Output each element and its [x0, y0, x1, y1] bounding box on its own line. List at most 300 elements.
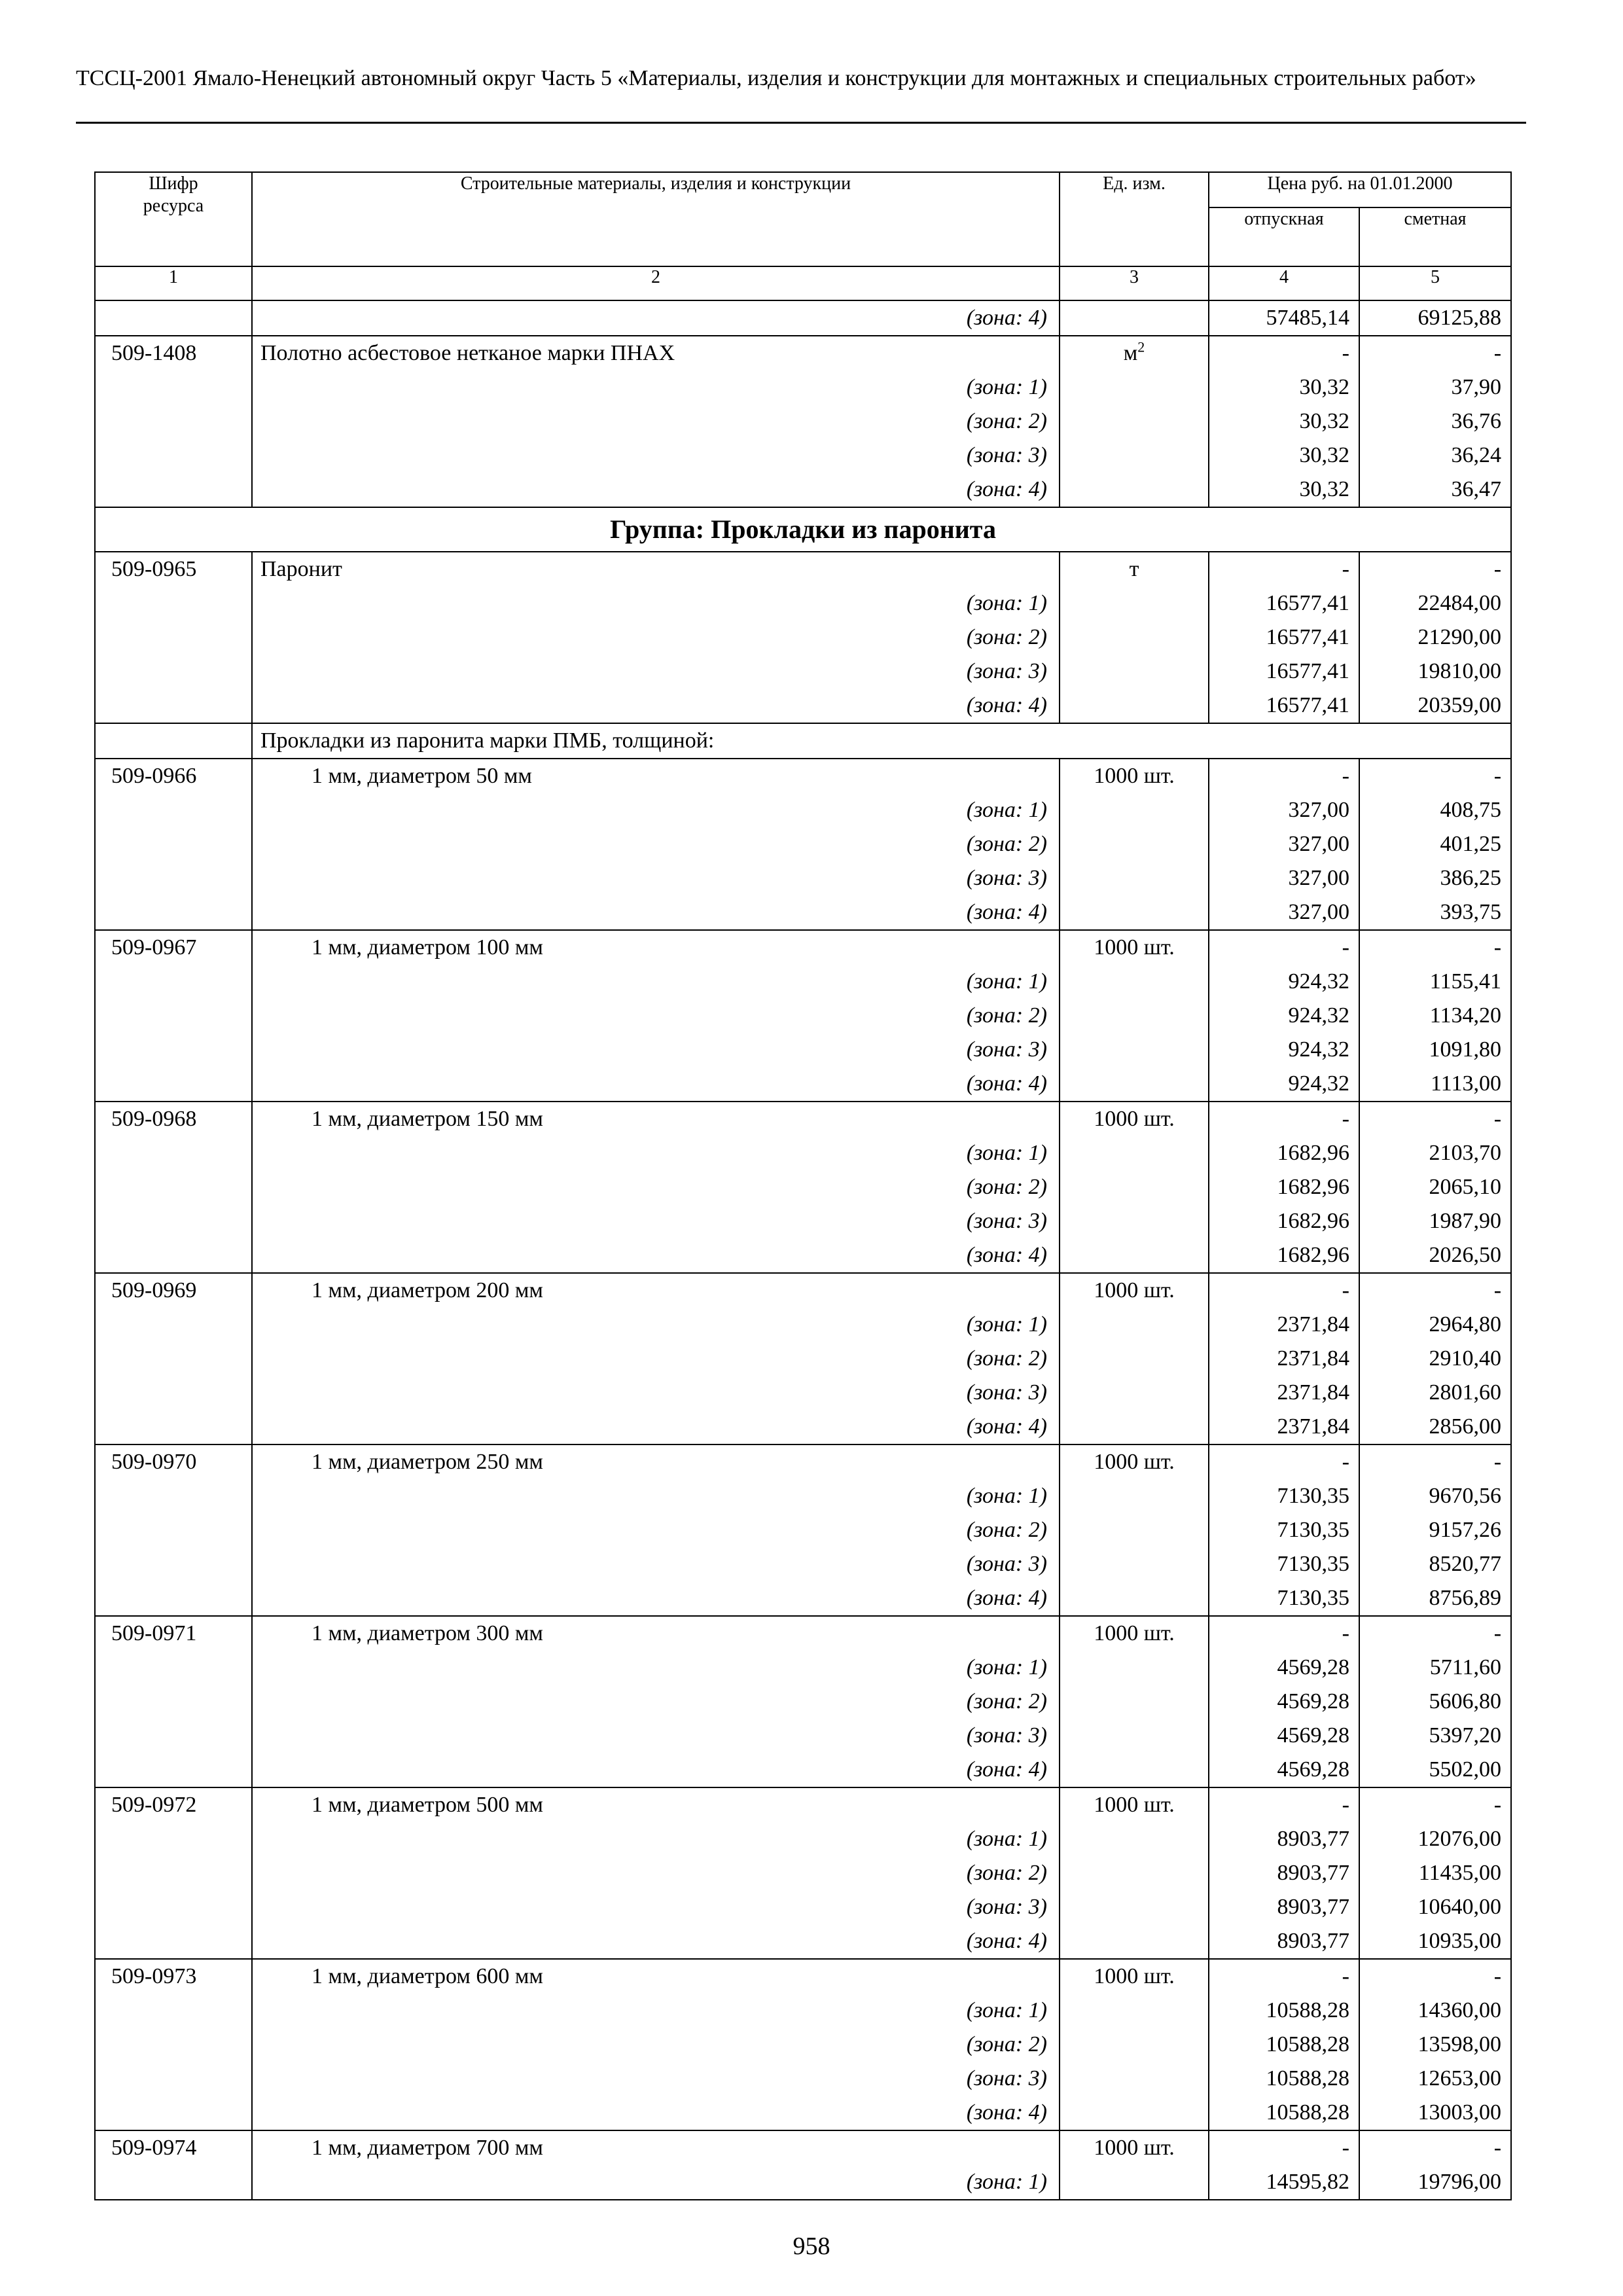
zone-label: (зона: 4) [252, 1753, 1060, 1787]
resource-name: 1 мм, диаметром 150 мм [252, 1102, 1060, 1136]
document-title: ТССЦ-2001 Ямало-Ненецкий автономный округ Часть 5 «Материалы, изделия и конструкции для монтажных и специальных строительных работ» [76, 66, 1476, 90]
zone-label: (зона: 2) [252, 827, 1060, 861]
zone-label: (зона: 4) [252, 1410, 1060, 1444]
unit-text: 1000 шт. [1094, 1450, 1175, 1474]
unit [1060, 1719, 1209, 1753]
zone-label: (зона: 3) [252, 439, 1060, 473]
estimate-price: 69125,88 [1359, 300, 1511, 336]
resource-name: 1 мм, диаметром 50 мм [252, 759, 1060, 793]
estimate-price: 14360,00 [1359, 1994, 1511, 2028]
table-header-row [95, 172, 1511, 207]
unit [1060, 1822, 1209, 1856]
resource-row [95, 930, 1511, 965]
zone-row [95, 1479, 1511, 1513]
zone-label: (зона: 1) [252, 1822, 1060, 1856]
release-price: 4569,28 [1209, 1753, 1359, 1787]
resource-code [95, 655, 252, 689]
resource-code: 509-0966 [95, 759, 252, 793]
estimate-price: 2103,70 [1359, 1136, 1511, 1170]
resource-code [95, 965, 252, 999]
release-price: 16577,41 [1209, 586, 1359, 620]
header-price: Цена руб. на 01.01.2000 [1209, 172, 1511, 207]
column-number: 1 [95, 266, 252, 300]
unit [1060, 1342, 1209, 1376]
release-price: 924,32 [1209, 999, 1359, 1033]
estimate-price: 408,75 [1359, 793, 1511, 827]
release-price: 7130,35 [1209, 1479, 1359, 1513]
resource-name: 1 мм, диаметром 100 мм [252, 930, 1060, 965]
release-price: 4569,28 [1209, 1719, 1359, 1753]
unit [1060, 1033, 1209, 1067]
unit [1060, 2096, 1209, 2130]
group-title: Группа: Прокладки из паронита [95, 507, 1511, 552]
zone-row [95, 793, 1511, 827]
unit [1060, 1238, 1209, 1273]
resource-code [95, 1238, 252, 1273]
unit [1060, 1273, 1209, 1308]
release-price: 8903,77 [1209, 1856, 1359, 1890]
zone-label: (зона: 3) [252, 2062, 1060, 2096]
zone-label: (зона: 2) [252, 1342, 1060, 1376]
unit [1060, 2028, 1209, 2062]
resource-code [95, 2028, 252, 2062]
zone-label: (зона: 1) [252, 1994, 1060, 2028]
release-price: 8903,77 [1209, 1822, 1359, 1856]
release-price: 10588,28 [1209, 2062, 1359, 2096]
resource-code: 509-0968 [95, 1102, 252, 1136]
resource-row [95, 1444, 1511, 1479]
estimate-price: 8756,89 [1359, 1581, 1511, 1616]
resource-code: 509-0970 [95, 1444, 252, 1479]
zone-label: (зона: 1) [252, 965, 1060, 999]
estimate-price: 2910,40 [1359, 1342, 1511, 1376]
zone-label: (зона: 2) [252, 620, 1060, 655]
estimate-price: - [1359, 336, 1511, 370]
unit [1060, 1685, 1209, 1719]
release-price: - [1209, 1273, 1359, 1308]
zone-label: (зона: 3) [252, 861, 1060, 895]
zone-row [95, 404, 1511, 439]
resource-code [95, 1308, 252, 1342]
page-number: 958 [793, 2233, 830, 2260]
release-price: - [1209, 552, 1359, 586]
resource-code [95, 2165, 252, 2200]
release-price: 2371,84 [1209, 1410, 1359, 1444]
unit [1060, 793, 1209, 827]
header-estimate-price: сметная [1359, 207, 1511, 266]
unit-text: м [1123, 341, 1138, 365]
release-price: 924,32 [1209, 965, 1359, 999]
zone-label: (зона: 4) [252, 2096, 1060, 2130]
zone-row [95, 827, 1511, 861]
resource-code [95, 1136, 252, 1170]
zone-row [95, 1376, 1511, 1410]
unit-text: 1000 шт. [1094, 1621, 1175, 1645]
release-price: 1682,96 [1209, 1170, 1359, 1204]
estimate-price: 401,25 [1359, 827, 1511, 861]
zone-row [95, 2096, 1511, 2130]
unit [1060, 2165, 1209, 2200]
release-price: 4569,28 [1209, 1685, 1359, 1719]
estimate-price: 10640,00 [1359, 1890, 1511, 1924]
zone-row [95, 861, 1511, 895]
zone-label: (зона: 1) [252, 586, 1060, 620]
resource-name: Полотно асбестовое нетканое марки ПНАХ [252, 336, 1060, 370]
resource-name: 1 мм, диаметром 700 мм [252, 2130, 1060, 2165]
release-price: 10588,28 [1209, 2096, 1359, 2130]
column-number: 2 [252, 266, 1060, 300]
resource-row [95, 1273, 1511, 1308]
unit [1060, 439, 1209, 473]
estimate-price: 36,47 [1359, 473, 1511, 507]
estimate-price: 1155,41 [1359, 965, 1511, 999]
estimate-price: 19796,00 [1359, 2165, 1511, 2200]
zone-row [95, 370, 1511, 404]
unit [1060, 1170, 1209, 1204]
zone-label: (зона: 3) [252, 1204, 1060, 1238]
release-price: - [1209, 1616, 1359, 1651]
zone-row [95, 620, 1511, 655]
header-release-price: отпускная [1209, 207, 1359, 266]
resource-code [95, 689, 252, 723]
zone-label: (зона: 3) [252, 1376, 1060, 1410]
header-code: Шифр ресурса [95, 172, 252, 266]
resource-code [95, 439, 252, 473]
unit [1060, 2062, 1209, 2096]
release-price: 327,00 [1209, 793, 1359, 827]
unit [1060, 1616, 1209, 1651]
zone-row [95, 439, 1511, 473]
zone-row [95, 473, 1511, 507]
release-price: - [1209, 2130, 1359, 2165]
zone-row [95, 1651, 1511, 1685]
zone-row [95, 1238, 1511, 1273]
estimate-price: 2964,80 [1359, 1308, 1511, 1342]
estimate-price: - [1359, 930, 1511, 965]
resource-row [95, 2130, 1511, 2165]
column-number-row [95, 266, 1511, 300]
estimate-price: 21290,00 [1359, 620, 1511, 655]
resource-name: 1 мм, диаметром 200 мм [252, 1273, 1060, 1308]
zone-row [95, 1581, 1511, 1616]
zone-label: (зона: 4) [252, 300, 1060, 336]
zone-label: (зона: 2) [252, 1685, 1060, 1719]
estimate-price: 13598,00 [1359, 2028, 1511, 2062]
resource-code: 509-0969 [95, 1273, 252, 1308]
unit [1060, 1410, 1209, 1444]
release-price: 2371,84 [1209, 1342, 1359, 1376]
zone-row [95, 895, 1511, 930]
unit [1060, 759, 1209, 793]
estimate-price: 36,24 [1359, 439, 1511, 473]
zone-row [95, 1685, 1511, 1719]
resource-row [95, 1102, 1511, 1136]
resource-code [95, 1753, 252, 1787]
release-price: 14595,82 [1209, 2165, 1359, 2200]
unit [1060, 1753, 1209, 1787]
estimate-price: 2801,60 [1359, 1376, 1511, 1410]
unit [1060, 1513, 1209, 1547]
unit [1060, 827, 1209, 861]
release-price: 2371,84 [1209, 1308, 1359, 1342]
zone-label: (зона: 4) [252, 689, 1060, 723]
unit [1060, 1856, 1209, 1890]
estimate-price: 10935,00 [1359, 1924, 1511, 1959]
resource-code: 509-0965 [95, 552, 252, 586]
unit [1060, 1204, 1209, 1238]
release-price: 327,00 [1209, 861, 1359, 895]
unit [1060, 1067, 1209, 1102]
release-price: - [1209, 759, 1359, 793]
zone-row [95, 1547, 1511, 1581]
estimate-price: 22484,00 [1359, 586, 1511, 620]
zone-row [95, 1924, 1511, 1959]
price-table [94, 171, 1512, 2200]
release-price: - [1209, 336, 1359, 370]
resource-code [95, 1067, 252, 1102]
release-price: 924,32 [1209, 1033, 1359, 1067]
unit-text: т [1129, 557, 1139, 581]
resource-code: 509-1408 [95, 336, 252, 370]
zone-row [95, 999, 1511, 1033]
resource-code [95, 723, 252, 759]
zone-label: (зона: 2) [252, 999, 1060, 1033]
resource-code [95, 370, 252, 404]
resource-code [95, 586, 252, 620]
release-price: 16577,41 [1209, 655, 1359, 689]
release-price: - [1209, 930, 1359, 965]
release-price: 2371,84 [1209, 1376, 1359, 1410]
release-price: 10588,28 [1209, 2028, 1359, 2062]
header-unit: Ед. изм. [1060, 172, 1209, 266]
column-number: 3 [1060, 266, 1209, 300]
release-price: - [1209, 1102, 1359, 1136]
resource-row [95, 336, 1511, 370]
unit-text: 1000 шт. [1094, 935, 1175, 960]
estimate-price: - [1359, 1959, 1511, 1994]
zone-label: (зона: 1) [252, 1308, 1060, 1342]
unit [1060, 300, 1209, 336]
resource-code [95, 1651, 252, 1685]
resource-code [95, 1376, 252, 1410]
estimate-price: - [1359, 759, 1511, 793]
release-price: 16577,41 [1209, 689, 1359, 723]
estimate-price: 12076,00 [1359, 1822, 1511, 1856]
zone-label: (зона: 1) [252, 2165, 1060, 2200]
release-price: - [1209, 1787, 1359, 1822]
unit [1060, 965, 1209, 999]
estimate-price: 5502,00 [1359, 1753, 1511, 1787]
column-number: 4 [1209, 266, 1359, 300]
release-price: - [1209, 1444, 1359, 1479]
unit-superscript: 2 [1137, 338, 1145, 355]
resource-code [95, 2096, 252, 2130]
resource-name: 1 мм, диаметром 250 мм [252, 1444, 1060, 1479]
zone-label: (зона: 1) [252, 370, 1060, 404]
resource-row [95, 1616, 1511, 1651]
resource-row [95, 552, 1511, 586]
zone-label: (зона: 2) [252, 1513, 1060, 1547]
estimate-price: - [1359, 1787, 1511, 1822]
unit [1060, 620, 1209, 655]
zone-row [95, 1067, 1511, 1102]
unit [1060, 1102, 1209, 1136]
release-price: 30,32 [1209, 404, 1359, 439]
estimate-price: 8520,77 [1359, 1547, 1511, 1581]
estimate-price: 5397,20 [1359, 1719, 1511, 1753]
zone-row [95, 1856, 1511, 1890]
resource-code [95, 1924, 252, 1959]
unit [1060, 336, 1209, 370]
zone-label: (зона: 2) [252, 1856, 1060, 1890]
resource-code [95, 827, 252, 861]
unit [1060, 861, 1209, 895]
estimate-price: 1987,90 [1359, 1204, 1511, 1238]
resource-name: 1 мм, диаметром 500 мм [252, 1787, 1060, 1822]
resource-code: 509-0971 [95, 1616, 252, 1651]
zone-row [95, 1890, 1511, 1924]
resource-code [95, 1513, 252, 1547]
unit-text: 1000 шт. [1094, 1107, 1175, 1131]
estimate-price: - [1359, 1616, 1511, 1651]
unit [1060, 1581, 1209, 1616]
zone-label: (зона: 1) [252, 1479, 1060, 1513]
column-number: 5 [1359, 266, 1511, 300]
estimate-price: 1091,80 [1359, 1033, 1511, 1067]
release-price: 7130,35 [1209, 1581, 1359, 1616]
unit [1060, 370, 1209, 404]
resource-code [95, 1719, 252, 1753]
resource-code [95, 1547, 252, 1581]
estimate-price: 5606,80 [1359, 1685, 1511, 1719]
unit [1060, 1376, 1209, 1410]
resource-code: 509-0974 [95, 2130, 252, 2165]
estimate-price: 5711,60 [1359, 1651, 1511, 1685]
estimate-price: 9157,26 [1359, 1513, 1511, 1547]
zone-label: (зона: 2) [252, 2028, 1060, 2062]
zone-row [95, 1308, 1511, 1342]
zone-label: (зона: 3) [252, 655, 1060, 689]
resource-code [95, 1410, 252, 1444]
zone-row [95, 1170, 1511, 1204]
zone-row [95, 965, 1511, 999]
zone-label: (зона: 4) [252, 473, 1060, 507]
resource-code [95, 1170, 252, 1204]
release-price: 327,00 [1209, 895, 1359, 930]
unit [1060, 895, 1209, 930]
zone-label: (зона: 2) [252, 1170, 1060, 1204]
resource-code [95, 793, 252, 827]
zone-label: (зона: 2) [252, 404, 1060, 439]
release-price: 4569,28 [1209, 1651, 1359, 1685]
estimate-price: 36,76 [1359, 404, 1511, 439]
estimate-price: 20359,00 [1359, 689, 1511, 723]
zone-label: (зона: 1) [252, 1136, 1060, 1170]
unit [1060, 1787, 1209, 1822]
unit [1060, 1890, 1209, 1924]
zone-label: (зона: 1) [252, 793, 1060, 827]
estimate-price: 37,90 [1359, 370, 1511, 404]
release-price: 16577,41 [1209, 620, 1359, 655]
zone-label: (зона: 3) [252, 1547, 1060, 1581]
estimate-price: 12653,00 [1359, 2062, 1511, 2096]
resource-code: 509-0972 [95, 1787, 252, 1822]
zone-row [95, 1204, 1511, 1238]
unit [1060, 552, 1209, 586]
estimate-price: - [1359, 1273, 1511, 1308]
unit [1060, 473, 1209, 507]
zone-label: (зона: 4) [252, 1924, 1060, 1959]
subgroup-row [95, 723, 1511, 759]
release-price: 30,32 [1209, 439, 1359, 473]
zone-row [95, 1994, 1511, 2028]
unit [1060, 1308, 1209, 1342]
estimate-price: 2856,00 [1359, 1410, 1511, 1444]
unit-text: 1000 шт. [1094, 1278, 1175, 1302]
resource-code [95, 473, 252, 507]
unit [1060, 1924, 1209, 1959]
zone-row [95, 1822, 1511, 1856]
subgroup-title: Прокладки из паронита марки ПМБ, толщиной: [252, 723, 1511, 759]
resource-code [95, 861, 252, 895]
zone-label: (зона: 4) [252, 1238, 1060, 1273]
estimate-price: 19810,00 [1359, 655, 1511, 689]
resource-code [95, 1822, 252, 1856]
resource-code [95, 1856, 252, 1890]
continuation-row [95, 300, 1511, 336]
release-price: 8903,77 [1209, 1924, 1359, 1959]
estimate-price: 386,25 [1359, 861, 1511, 895]
resource-row [95, 759, 1511, 793]
zone-row [95, 1136, 1511, 1170]
zone-label: (зона: 1) [252, 1651, 1060, 1685]
estimate-price: 2065,10 [1359, 1170, 1511, 1204]
resource-code [95, 1685, 252, 1719]
estimate-price: 1113,00 [1359, 1067, 1511, 1102]
unit [1060, 999, 1209, 1033]
unit-text: 1000 шт. [1094, 1964, 1175, 1988]
resource-name: 1 мм, диаметром 600 мм [252, 1959, 1060, 1994]
resource-code [95, 1033, 252, 1067]
release-price: 7130,35 [1209, 1547, 1359, 1581]
estimate-price: - [1359, 2130, 1511, 2165]
release-price: - [1209, 1959, 1359, 1994]
unit [1060, 2130, 1209, 2165]
estimate-price: 9670,56 [1359, 1479, 1511, 1513]
unit [1060, 1959, 1209, 1994]
resource-name: Паронит [252, 552, 1060, 586]
zone-row [95, 2028, 1511, 2062]
resource-row [95, 1959, 1511, 1994]
release-price: 10588,28 [1209, 1994, 1359, 2028]
estimate-price: 2026,50 [1359, 1238, 1511, 1273]
estimate-price: 13003,00 [1359, 2096, 1511, 2130]
resource-code [95, 300, 252, 336]
unit [1060, 1547, 1209, 1581]
zone-row [95, 1033, 1511, 1067]
zone-row [95, 689, 1511, 723]
estimate-price: - [1359, 1102, 1511, 1136]
zone-row [95, 1342, 1511, 1376]
zone-row [95, 1410, 1511, 1444]
release-price: 1682,96 [1209, 1204, 1359, 1238]
zone-label: (зона: 3) [252, 1033, 1060, 1067]
resource-code: 509-0973 [95, 1959, 252, 1994]
resource-code [95, 1204, 252, 1238]
release-price: 7130,35 [1209, 1513, 1359, 1547]
resource-code [95, 1994, 252, 2028]
resource-code [95, 1890, 252, 1924]
